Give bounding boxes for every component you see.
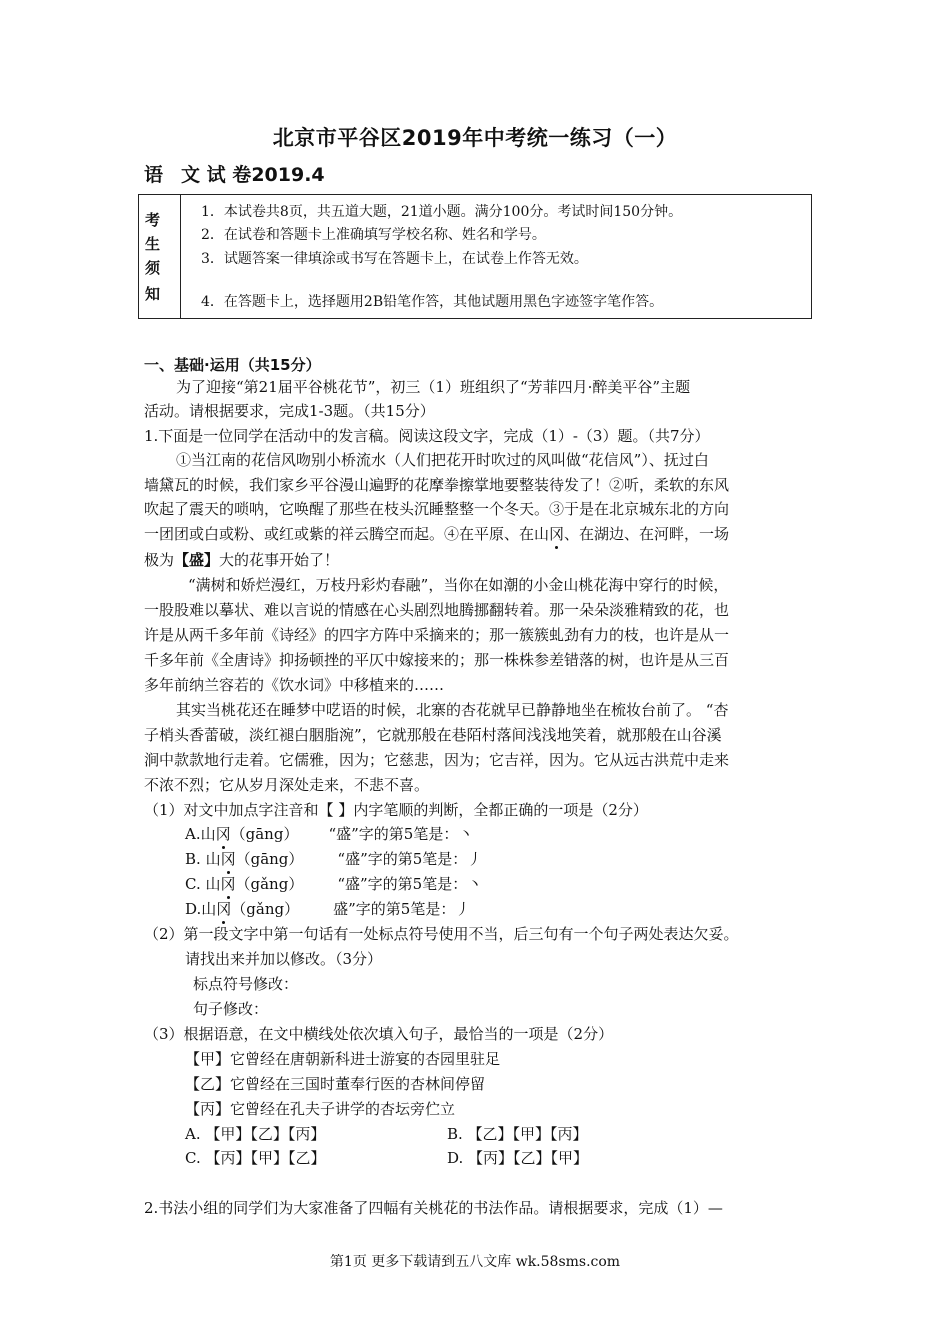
option-pinyin: （gāng） bbox=[230, 825, 299, 843]
choice-d: D. 【丙】【乙】【甲】 bbox=[447, 1149, 589, 1167]
passage-line bbox=[144, 523, 729, 544]
subtitle-year: 2019.4 bbox=[251, 164, 325, 186]
passage-line bbox=[144, 549, 339, 570]
passage-line: 许是从两千多年前《诗经》的四字方阵中采摘来的；那一簇簇虬劲有力的枝，也许是从一 bbox=[144, 626, 730, 644]
sentence-answer-label: 句子修改： bbox=[193, 1000, 269, 1018]
passage-line: 墙黛瓦的时候，我们家乡平谷漫山遍野的花摩拳擦掌地要整装待发了！②听，柔软的东风 bbox=[144, 476, 730, 494]
subtitle bbox=[144, 160, 325, 187]
notice-label-column bbox=[139, 195, 181, 318]
passage-text: 极为 bbox=[144, 551, 175, 569]
option-label: D. bbox=[185, 900, 202, 918]
subtitle-char: 文 bbox=[181, 164, 201, 186]
choice-b: B. 【乙】【甲】【丙】 bbox=[447, 1125, 588, 1143]
notice-box bbox=[138, 194, 812, 319]
sentence-bing: 【丙】它曾经在孔夫子讲学的杏坛旁伫立 bbox=[185, 1100, 456, 1118]
option-word: 山 bbox=[201, 900, 217, 918]
dotted-character: 冈 bbox=[220, 875, 236, 893]
passage-line: 千多年前《全唐诗》抑扬顿挫的平仄中嫁接来的；那一株株参差错落的树，也许是从三百 bbox=[144, 651, 730, 669]
notice-item: 3．试题答案一律填涂或书写在答题卡上，在试卷上作答无效。 bbox=[201, 251, 588, 267]
option-pinyin: （gǎng） bbox=[231, 900, 300, 918]
choice-a: A. 【甲】【乙】【丙】 bbox=[185, 1125, 326, 1143]
notice-item: 2．在试卷和答题卡上准确填写学校名称、姓名和学号。 bbox=[201, 227, 546, 243]
sentence-jia: 【甲】它曾经在唐朝新科进士游宴的杏园里驻足 bbox=[185, 1050, 501, 1068]
subtitle-char: 试 bbox=[206, 164, 226, 186]
notice-label-char: 须 bbox=[145, 259, 161, 277]
notice-label-char: 考 bbox=[145, 211, 161, 229]
passage-text: 大的花事开始了！ bbox=[219, 551, 340, 569]
passage-line: “满树和娇烂漫红，万枝丹彩灼春融”，当你在如潮的小金山桃花海中穿行的时候， bbox=[188, 576, 729, 594]
page-title: 北京市平谷区2019年中考统一练习（一） bbox=[272, 126, 678, 150]
option-stroke: 盛”字的第5笔是：丿 bbox=[333, 900, 471, 918]
option-c bbox=[185, 873, 482, 894]
subtitle-char: 语 bbox=[144, 164, 164, 186]
dotted-character: 冈 bbox=[215, 825, 231, 843]
subtitle-char: 卷 bbox=[232, 164, 252, 186]
sentence-yi: 【乙】它曾经在三国时董奉行医的杏林间停留 bbox=[185, 1075, 486, 1093]
option-a bbox=[185, 823, 473, 844]
option-word: 山 bbox=[205, 850, 221, 868]
passage-line: 多年前纳兰容若的《饮水词》中移植来的…… bbox=[144, 676, 445, 694]
sub-question-2-stem: （2）第一段文字中第一句话有一处标点符号使用不当，后三句有一个句子两处表达欠妥。 bbox=[144, 925, 739, 943]
option-word: 山 bbox=[205, 875, 221, 893]
dotted-character: 冈 bbox=[216, 900, 232, 918]
sub-question-3-stem: （3）根据语意，在文中横线处依次填入句子，最恰当的一项是（2分） bbox=[144, 1025, 614, 1043]
question-2-stem: 2.书法小组的同学们为大家准备了四幅有关桃花的书法作品。请根据要求，完成（1）— bbox=[144, 1199, 723, 1217]
passage-line: 其实当桃花还在睡梦中呓语的时候，北寨的杏花就早已静静地坐在梳妆台前了。 “杏 bbox=[176, 701, 729, 719]
passage-text: 一团团或白或粉、或红或紫的祥云腾空而起。④在平原、在山 bbox=[144, 525, 550, 543]
passage-line: 不浓不烈；它从岁月深处走来，不悲不喜。 bbox=[144, 776, 430, 794]
page-footer: 第1页 更多下载请到五八文库 wk.58sms.com bbox=[329, 1254, 621, 1270]
intro-line: 活动。请根据要求，完成1-3题。（共15分） bbox=[144, 402, 435, 420]
sub-question-2-stem: 请找出来并加以修改。（3分） bbox=[185, 950, 383, 968]
dotted-character: 冈 bbox=[220, 850, 236, 868]
option-label: C. bbox=[185, 875, 206, 893]
passage-line: 一股股难以摹状、难以言说的情感在心头剧烈地腾挪翻转着。那一朵朵淡雅精致的花，也 bbox=[144, 601, 730, 619]
passage-line: 吹起了震天的唢呐，它唤醒了那些在枝头沉睡整整一个冬天。③于是在北京城东北的方向 bbox=[144, 500, 730, 518]
option-stroke: “盛”字的第5笔是：丶 bbox=[328, 825, 474, 843]
intro-line: 为了迎接“第21届平谷桃花节”，初三（1）班组织了“芳菲四月·醉美平谷”主题 bbox=[176, 378, 691, 396]
option-word: 山 bbox=[200, 825, 216, 843]
passage-line: 涧中款款地行走着。它儒雅，因为；它慈悲，因为；它吉祥，因为。它从远古洪荒中走来 bbox=[144, 751, 730, 769]
passage-text: 、在湖边、在河畔，一场 bbox=[564, 525, 730, 543]
punctuation-answer-label: 标点符号修改： bbox=[193, 975, 299, 993]
option-label: A. bbox=[185, 825, 201, 843]
notice-label-char: 生 bbox=[145, 235, 161, 253]
sub-question-1-stem: （1）对文中加点字注音和【 】内字笔顺的判断，全都正确的一项是（2分） bbox=[144, 801, 648, 819]
question-1-stem: 1.下面是一位同学在活动中的发言稿。阅读这段文字，完成（1）-（3）题。（共7分） bbox=[144, 427, 710, 445]
dotted-character: 冈 bbox=[549, 525, 565, 543]
notice-item: 1．本试卷共8页，共五道大题，21道小题。满分100分。考试时间150分钟。 bbox=[201, 204, 683, 220]
option-stroke: “盛”字的第5笔是：丿 bbox=[337, 850, 483, 868]
notice-label-char: 知 bbox=[145, 285, 161, 303]
section-heading: 一、基础·运用（共15分） bbox=[144, 356, 321, 374]
passage-line: 子梢头香蕾破，淡红褪白胭脂涴”，它就那般在巷陌村落间浅浅地笑着，就那般在山谷溪 bbox=[144, 726, 722, 744]
option-b bbox=[185, 848, 482, 869]
passage-line: ①当江南的花信风吻别小桥流水（人们把花开时吹过的风叫做“花信风”）、抚过白 bbox=[176, 451, 709, 469]
option-label: B. bbox=[185, 850, 206, 868]
option-pinyin: （gǎng） bbox=[235, 875, 304, 893]
notice-item: 4．在答题卡上，选择题用2B铅笔作答，其他试题用黑色字迹签字笔作答。 bbox=[201, 294, 664, 310]
option-pinyin: （gāng） bbox=[235, 850, 304, 868]
option-stroke: “盛”字的第5笔是：丶 bbox=[337, 875, 483, 893]
choice-c: C. 【丙】【甲】【乙】 bbox=[185, 1149, 326, 1167]
option-d bbox=[185, 898, 470, 919]
bold-character: 【盛】 bbox=[174, 551, 220, 569]
